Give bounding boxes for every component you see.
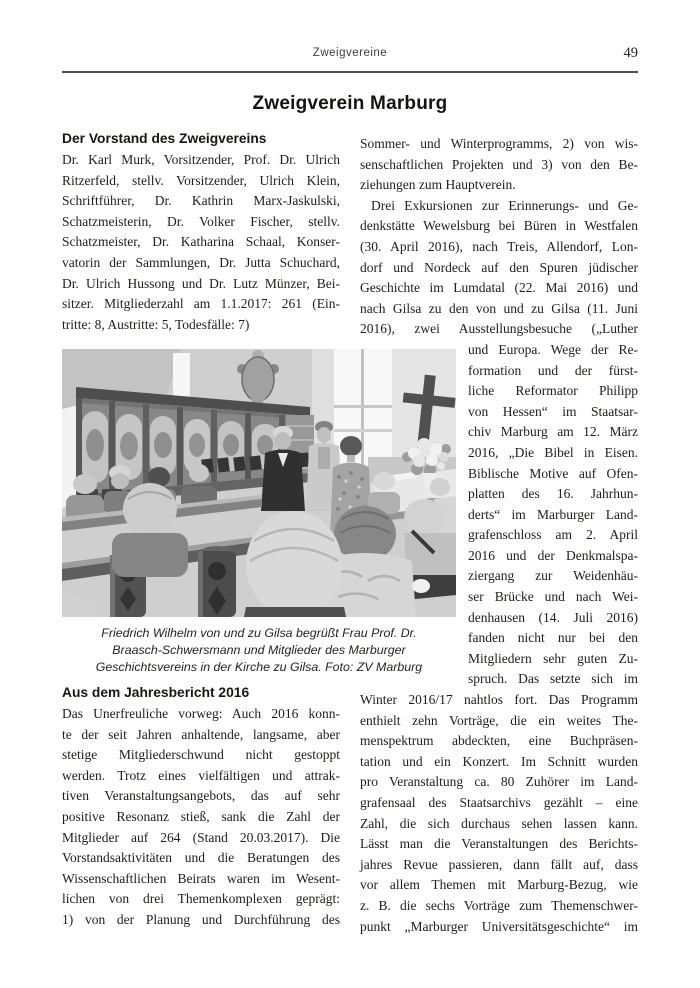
text-line: werden. Trotz eines vielfältigen und attrak-: [62, 767, 340, 783]
page-number: 49: [623, 45, 638, 61]
text-line: grafensaal des Staatsarchivs gezählt – eine: [360, 795, 638, 810]
right-column-top-text: [360, 134, 638, 340]
text-line: menspektrum abdeckten, eine Buchpräsen-: [360, 733, 638, 749]
text-line: z. B. die sechs Vorträge zum Themenschwer-: [360, 897, 638, 913]
text-line: Vorstandsaktivitäten und die Beratungen des: [62, 850, 340, 866]
text-line: liche Reformator Philipp: [468, 383, 638, 399]
article-title: Zweigverein Marburg: [252, 93, 448, 114]
text-line: denkstätte Wewelsburg bei Büren in Westfalen: [360, 218, 638, 234]
section-heading-jahresbericht: Aus dem Jahresbericht 2016: [62, 685, 250, 700]
text-line: und Europa. Wege der Re-: [468, 341, 638, 357]
text-line: Geschichtsvereins in der Kirche zu Gilsa. Foto: ZV Marburg: [95, 660, 423, 674]
left-column-top: [62, 129, 340, 335]
text-line: Mitglieder auf 264 (Stand 20.03.2017). Die: [62, 829, 340, 845]
text-line: enthielt zehn Vorträge, die ein weites The-: [360, 712, 638, 728]
text-line: 2016 und der Denkmalspa-: [468, 547, 638, 563]
text-line: tation und ein Konzert. Im Schnitt wurden: [360, 753, 638, 769]
text-line: Zahl, die sich durchaus sehen lassen kann.: [360, 815, 638, 831]
text-line: punkt „Marburger Universitätsgeschichte“ im: [360, 918, 638, 934]
header-rule: [62, 71, 638, 73]
text-line: dorf und Nordeck auf den Spuren jüdischer: [360, 259, 638, 275]
text-line: Mitgliedern sehr guten Zu-: [468, 650, 638, 666]
text-line: denhausen (14. Juli 2016): [468, 609, 638, 625]
text-line: Drei Exkursionen zur Erinnerungs- und Ge-: [371, 197, 638, 213]
text-line: Friedrich Wilhelm von und zu Gilsa begrüßt Frau Prof. Dr.: [101, 626, 417, 640]
text-line: vatorin der Sammlungen, Dr. Jutta Schuchard,: [62, 254, 340, 270]
text-line: Schriftführer, Dr. Kathrin Marx-Jaskulski,: [62, 193, 340, 209]
text-line: 1) von der Planung und Durchführung des: [62, 911, 340, 927]
right-column-narrow-text: [360, 340, 638, 690]
running-head: [62, 47, 638, 65]
text-line: chiv Marburg am 12. März: [468, 424, 638, 440]
text-line: ziehungen zum Hauptverein.: [360, 177, 516, 193]
text-line: pro Veranstaltung ca. 80 Zuhörer im Land-: [360, 774, 638, 790]
text-line: formation und der fürst-: [468, 362, 638, 378]
text-line: Lässt man die Veranstaltungen des Berichts-: [360, 836, 638, 852]
text-line: lichen von drei Themenkomplexen geprägt:: [62, 891, 340, 907]
text-line: derts“ im Marburger Land-: [468, 506, 638, 522]
text-line: nach Gilsa zu den von und zu Gilsa (11. Juni: [360, 300, 638, 316]
text-line: te der seit Jahren anhaltende, langsame, aber: [62, 726, 340, 742]
text-line: Dr. Karl Murk, Vorsitzender, Prof. Dr. Ulrich: [62, 152, 340, 167]
text-line: tiven Veranstaltungsangebots, das auf sehr: [62, 788, 340, 804]
text-line: jahres Revue passieren, dann fällt auf, dass: [360, 856, 638, 872]
text-line: sitzer. Mitgliederzahl am 1.1.2017: 261 (Ein-: [62, 296, 340, 312]
text-line: vor allem Themen mit Marburg-Bezug, wie: [360, 877, 638, 893]
text-line: Sommer- und Winterprogramms, 2) von wis-: [360, 136, 638, 151]
running-head-title: Zweigvereine: [312, 47, 388, 59]
text-line: tritte: 8, Austritte: 5, Todesfälle: 7): [62, 316, 250, 332]
text-line: 2016, „Die Bibel in Eisen.: [468, 444, 638, 460]
text-line: Braasch-Schwersmann und Mitglieder des Marburger: [112, 643, 406, 657]
text-line: Schatzmeisterin, Dr. Volker Fischer, stellv.: [62, 213, 340, 229]
left-column-bottom: [62, 683, 340, 931]
text-line: Schatzmeister, Dr. Katharina Schaal, Konser-: [62, 234, 340, 250]
text-line: Wissenschaftlichen Beirats waren im Wesent-: [62, 870, 340, 886]
text-line: stetige Mitgliederschwund nicht gestoppt: [62, 747, 340, 763]
vorstand-paragraph: [62, 150, 340, 335]
text-line: senschaftlichen Projekten und 3) von den Be-: [360, 156, 638, 172]
jahresbericht-paragraph: [62, 704, 340, 931]
text-line: Geschichte im Lumdatal (22. Mai 2016) und: [360, 280, 638, 296]
right-column: [360, 134, 638, 937]
section-heading-vorstand: Der Vorstand des Zweigvereins: [62, 131, 267, 146]
text-line: Das Unerfreuliche vorweg: Auch 2016 konn-: [62, 706, 340, 721]
text-line: positive Resonanz stieß, sank die Zahl der: [62, 808, 340, 824]
text-line: Biblische Motive auf Ofen-: [468, 465, 638, 481]
text-line: Dr. Ulrich Hussong und Dr. Lutz Münzer, Bei-: [62, 275, 340, 291]
text-line: ziergang zur Weidenhäu-: [468, 568, 638, 584]
text-line: Ritzerfeld, stellv. Vorsitzender, Ulrich Klein,: [62, 172, 340, 188]
text-line: (30. April 2016), nach Treis, Allendorf, Lon-: [360, 238, 638, 254]
text-line: grafenschloss am 2. April: [468, 527, 638, 543]
text-line: spruch. Das setzte sich im: [468, 671, 638, 687]
text-line: 2016), zwei Ausstellungsbesuche („Luther: [360, 321, 638, 337]
text-line: Winter 2016/17 nahtlos fort. Das Programm: [360, 692, 638, 708]
right-column-bottom-text: [360, 690, 638, 937]
text-line: von Hessen“ im Staatsar-: [468, 403, 638, 419]
text-line: platten des 16. Jahrhun-: [468, 486, 638, 502]
text-line: ser Brücke und nach Wei-: [468, 589, 638, 605]
text-line: fanden nicht nur bei den: [468, 630, 638, 646]
